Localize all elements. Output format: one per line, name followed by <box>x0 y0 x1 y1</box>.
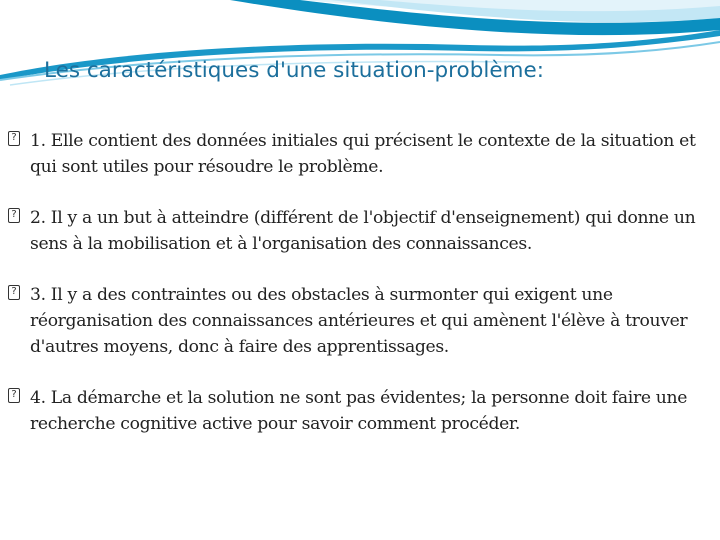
missing-glyph-icon: ? <box>8 285 20 300</box>
list-item-text: 4. La démarche et la solution ne sont pas évidentes; la personne doit faire une recherche cognitive active pour savoir comment procéder. <box>30 388 688 434</box>
bullet-list <box>8 128 712 462</box>
slide-title: Les caractéristiques d'une situation-problème: <box>44 58 544 83</box>
list-item-text: 2. Il y a un but à atteindre (différent de l'objectif d'enseignement) qui donne un sens à la mobilisation et à l'organisation des connaissances. <box>30 208 696 254</box>
missing-glyph-icon: ? <box>8 208 20 223</box>
list-item <box>8 205 712 257</box>
list-item-text: 3. Il y a des contraintes ou des obstacles à surmonter qui exigent une réorganisation des connaissances antérieures et qui amènent l'élève à trouver d'autres moyens, donc à faire des apprentissages. <box>30 285 688 357</box>
missing-glyph-icon: ? <box>8 388 20 403</box>
list-item-text: 1. Elle contient des données initiales qui précisent le contexte de la situation et qui sont utiles pour résoudre le problème. <box>30 131 696 177</box>
missing-glyph-icon: ? <box>8 131 20 146</box>
list-item <box>8 128 712 180</box>
list-item <box>8 385 712 437</box>
list-item <box>8 282 712 360</box>
